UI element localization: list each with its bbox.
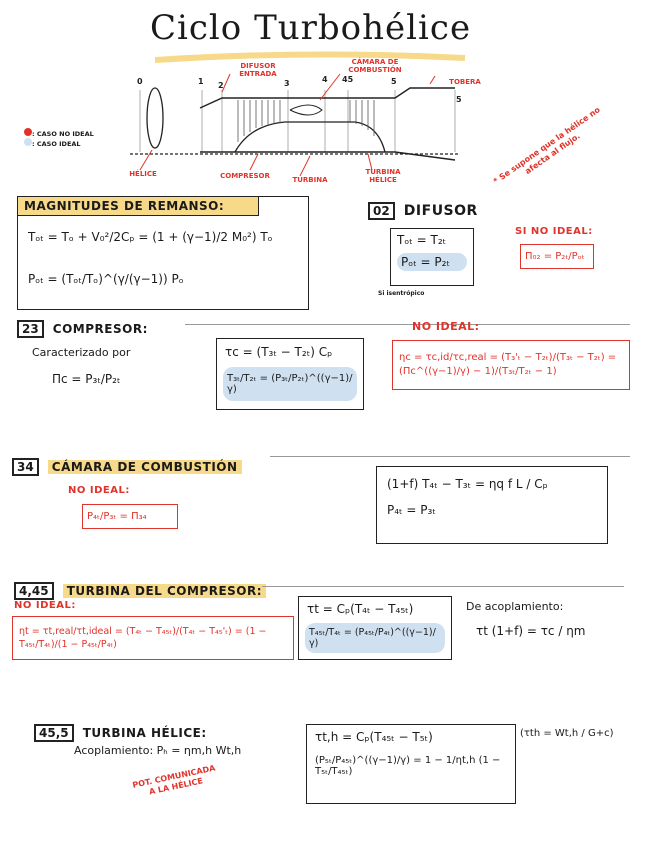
- label-difusor: DIFUSOR ENTRADA: [239, 62, 277, 78]
- camara-rule: [270, 456, 630, 457]
- title-underline: [150, 50, 470, 66]
- camara-heading: CÁMARA DE COMBUSTIÓN: [48, 460, 242, 474]
- turbina-acopl-label: De acoplamiento:: [466, 600, 564, 613]
- camara-header: [12, 456, 242, 475]
- difusor-nonideal-eq: Π₀₂ = P₂ₜ/Pₒₜ: [520, 244, 594, 269]
- difusor-eq2: Pₒₜ = P₂ₜ: [397, 253, 467, 271]
- camara-box: [376, 466, 608, 544]
- helice-box: [306, 724, 516, 804]
- helice-tau-eq: τt,h = Cₚ(T₄₅ₜ − T₅ₜ): [315, 730, 433, 744]
- remanso-heading: MAGNITUDES DE REMANSO:: [18, 197, 259, 216]
- difusor-header: [368, 200, 478, 219]
- station-45: 45: [342, 75, 354, 84]
- legend-blue-dot: [24, 138, 32, 146]
- label-compresor: COMPRESOR: [220, 172, 270, 180]
- helice-acopl: Acoplamiento: Pₕ = ηm,h Wt,h: [74, 744, 242, 757]
- legend-red-dot: [24, 128, 32, 136]
- turbina-eta-eq: ηt = τt,real/τt,ideal = (T₄ₜ − T₄₅ₜ)/(T₄ₜ − T₄₅'ₜ) = (1 − T₄₅ₜ/T₄ₜ)/(1 − P₄₅ₜ/P₄ₜ): [12, 616, 294, 660]
- helice-pot-label: POT. COMUNICADA A LA HÉLICE: [131, 763, 217, 797]
- compresor-num: 23: [17, 320, 44, 338]
- page-title: Ciclo Turbohélice: [150, 8, 472, 48]
- turbina-heading: TURBINA DEL COMPRESOR:: [63, 584, 266, 598]
- helice-ratio-eq: (P₅ₜ/P₄₅ₜ)^((γ−1)/γ) = 1 − 1/ηt,h (1 − T₅ₜ/T₄₅ₜ): [315, 755, 501, 777]
- compresor-nonideal-label: NO IDEAL:: [412, 320, 480, 333]
- helice-heading: TURBINA HÉLICE:: [82, 726, 207, 740]
- turbina-rule: [262, 586, 624, 587]
- legend-non-ideal: : CASO NO IDEAL: [32, 130, 94, 138]
- label-camara: CÁMARA DE COMBUSTIÓN: [348, 58, 402, 74]
- compresor-eta-eq: ηc = τc,id/τc,real = (T₃'ₜ − T₂ₜ)/(T₃ₜ − T₂ₜ) = (Πc^((γ−1)/γ) − 1)/(T₃ₜ/T₂ₜ − 1): [392, 340, 630, 390]
- helice-num: 45,5: [34, 724, 74, 742]
- compresor-rule: [185, 324, 630, 325]
- turbina-ratio-eq: T₄₅ₜ/T₄ₜ = (P₄₅ₜ/P₄ₜ)^((γ−1)/γ): [305, 623, 445, 653]
- turbina-header: [14, 580, 266, 599]
- turbina-nonideal-label: NO IDEAL:: [14, 600, 76, 611]
- difusor-eq1: Tₒₜ = T₂ₜ: [397, 233, 447, 247]
- camara-energy-eq: (1+f) T₄ₜ − T₃ₜ = ηq f L / Cₚ: [387, 477, 548, 491]
- compresor-box: [216, 338, 364, 410]
- camara-num: 34: [12, 458, 39, 476]
- label-helice: HÉLICE: [129, 170, 157, 178]
- compresor-pi-eq: Πc = P₃ₜ/P₂ₜ: [52, 372, 121, 386]
- compresor-heading: COMPRESOR:: [52, 322, 148, 336]
- compresor-tau-eq: τc = (T₃ₜ − T₂ₜ) Cₚ: [225, 345, 333, 359]
- station-5b: 5: [456, 95, 462, 104]
- remanso-eq2: Pₒₜ = (Tₒₜ/Tₒ)^(γ/(γ−1)) Pₒ: [28, 272, 184, 286]
- note-helice: * Se supone que la hélice no afecta al flujo.: [491, 105, 602, 186]
- turbina-tau-eq: τt = Cₚ(T₄ₜ − T₄₅ₜ): [307, 602, 414, 616]
- station-4: 4: [322, 75, 328, 84]
- turbina-box: [298, 596, 452, 660]
- turbina-acopl-eq: τt (1+f) = τc / ηm: [476, 624, 586, 638]
- helice-header: [34, 722, 207, 741]
- legend-ideal: : CASO IDEAL: [32, 140, 81, 148]
- compresor-ratio-eq: T₃ₜ/T₂ₜ = (P₃ₜ/P₂ₜ)^((γ−1)/γ): [223, 367, 357, 401]
- difusor-nonideal-label: SI NO IDEAL:: [515, 226, 593, 237]
- camara-nonideal-label: NO IDEAL:: [68, 485, 130, 496]
- station-2: 2: [218, 81, 224, 90]
- turbina-num: 4,45: [14, 582, 54, 600]
- difusor-box: [390, 228, 474, 286]
- camara-pi-eq: P₄ₜ/P₃ₜ = Π₃₄: [82, 504, 178, 529]
- difusor-num: 02: [368, 202, 395, 220]
- legend: [24, 128, 94, 148]
- label-turbina: TURBINA: [292, 176, 328, 184]
- remanso-eq1: Tₒₜ = Tₒ + V₀²/2Cₚ = (1 + (γ−1)/2 M₀²) Tₒ: [28, 230, 273, 244]
- label-tobera: TOBERA: [449, 78, 481, 86]
- station-3: 3: [284, 79, 290, 88]
- station-0: 0: [137, 77, 143, 86]
- compresor-caract: Caracterizado por: [32, 346, 131, 359]
- station-5: 5: [391, 77, 397, 86]
- helice-side-eq: (τth = Wt,h / G+c): [520, 728, 614, 739]
- camara-p-eq: P₄ₜ = P₃ₜ: [387, 503, 436, 517]
- difusor-note: Si isentrópico: [378, 290, 425, 297]
- difusor-heading: DIFUSOR: [403, 203, 478, 219]
- compresor-header: [17, 318, 148, 337]
- label-turbina-helice: TURBINA HÉLICE: [365, 168, 401, 184]
- station-1: 1: [198, 77, 204, 86]
